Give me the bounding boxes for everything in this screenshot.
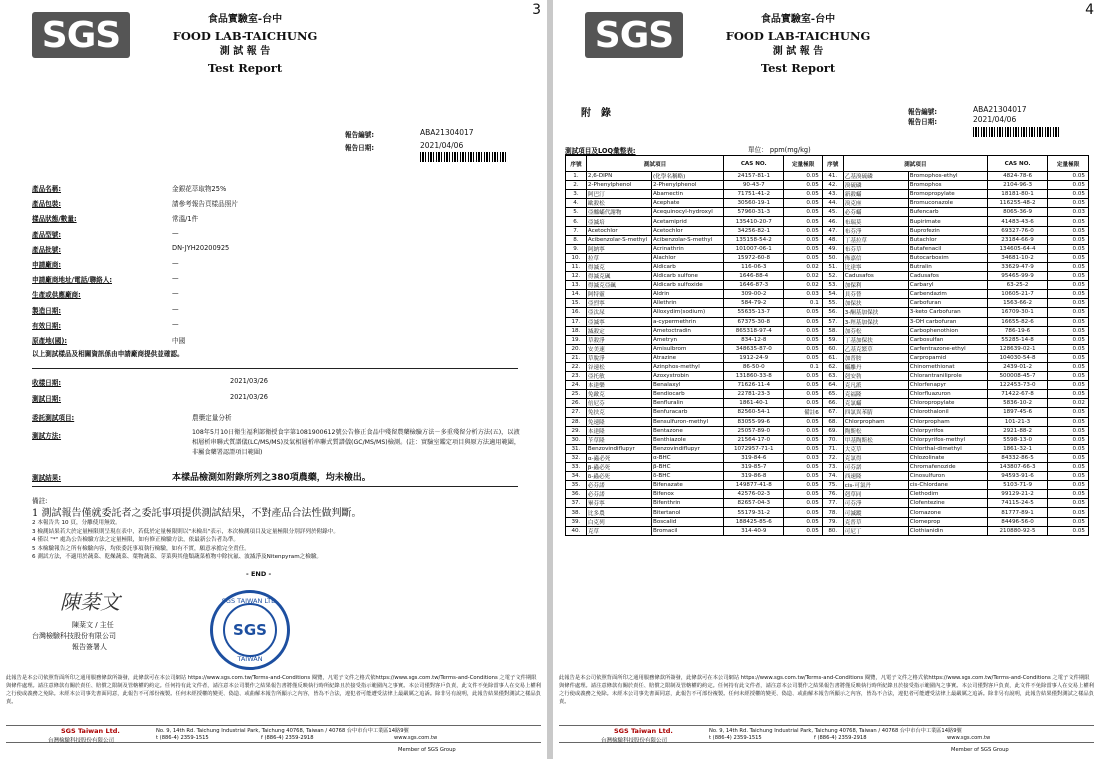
unit-label: 單位： ppm(mg/kg) bbox=[748, 146, 811, 154]
table-row: 34. δ-蟲必死 δ-BHC 319-86-8 0.05 74. 西速隆 Cinosulfuron 94593-91-6 0.05 bbox=[566, 472, 1089, 481]
signature: 陳棻文 bbox=[60, 590, 120, 614]
table-row: 25. 免敵克 Bendiocarb 22781-23-3 0.05 65. 克福隆 Chlorfluazuron 71422-67-8 0.05 bbox=[566, 390, 1089, 399]
sgs-logo: SGS bbox=[585, 12, 683, 58]
table-row: 22. 谷速松 Azinphos-methyl 86-50-0 0.1 62. 蟎離丹 Chinomethionat 2439-01-2 0.05 bbox=[566, 362, 1089, 371]
field-label: 產品包裝: bbox=[32, 200, 62, 209]
table-row: 10. 拉草 Alachlor 15972-60-8 0.05 50. 佈嘉信 Butocarboxim 34681-10-2 0.05 bbox=[566, 253, 1089, 262]
table-row: 26. 倍尼芬 Benfluralin 1861-40-1 0.05 66. 克氯蟎 Chloropropylate 5836-10-2 0.02 bbox=[566, 399, 1089, 408]
report-no-label: 報告編號: bbox=[908, 108, 938, 116]
confirm-note: 以上測試樣品及相關資訊係由申請廠商提供並確認。 bbox=[32, 350, 184, 358]
report-date: 2021/04/06 bbox=[973, 115, 1017, 124]
signer-role: 報告簽署人 bbox=[72, 643, 107, 651]
field-label: 樣品狀態/數量: bbox=[32, 215, 77, 224]
table-row: 38. 比多農 Bitertanol 55179-31-2 0.05 78. 可滅蹤 Clomazone 81777-89-1 0.05 bbox=[566, 508, 1089, 517]
footer-bar: SGS Taiwan Ltd. 台灣檢驗科技股份有限公司 No. 9, 14th Rd. Taichung Industrial Park, Taichung 40768, Taiwan / 40768 台中市台中工業區14路9號 t (886-4) 2359-1515 f (886-4) 2359-2918 www.sgs.com.tw bbox=[6, 725, 541, 743]
table-row: 33. β-蟲必死 β-BHC 319-85-7 0.05 73. 可芬諾 Chromafenozide 143807-66-3 0.05 bbox=[566, 463, 1089, 472]
remark-item: 6 測試方法，不適用於蔬菜、乾燥蔬菜、葉物蔬菜、芽菜與其他類蔬菜植物中除抗氟、波滅淨及Nitenpyram之檢驗。 bbox=[32, 554, 323, 561]
remark-item: 3 檢測結果若大於定量極限則呈現在表中，若低於定量極限則以"未檢出"表示，本次檢測項目及定量極限分別詳列於附錄中。 bbox=[32, 528, 339, 535]
remark-item: 4 僅以 "*" 處為公告檢驗方法之定量極限，如有修正檢驗方法，依最新公告者為準。 bbox=[32, 537, 240, 544]
table-row: 37. 畢芬寧 Bifenthrin 82657-04-3 0.05 77. 可芬淨 Clofentezine 74115-24-5 0.05 bbox=[566, 499, 1089, 508]
report-no: ABA21304017 bbox=[420, 128, 474, 137]
field-label: 生產或供應廠商: bbox=[32, 291, 81, 300]
table-row: 18. 滅殺定 Ametoctradin 865318-97-4 0.05 58. 加芬松 Carbophenothion 786-19-6 0.05 bbox=[566, 326, 1089, 335]
table-row: 5. 亞醯蟎代謝物 Acequinocyl-hydroxyl 57960-31-3 0.05 45. 必芬蟎 Bufencarb 8065-36-9 0.03 bbox=[566, 208, 1089, 217]
remark-1: 1 測試報告僅就委託者之委託事項提供測試結果，不對產品合法性做判斷。 bbox=[32, 508, 362, 519]
field-value: — bbox=[172, 228, 179, 237]
field-label: 原產地(國): bbox=[32, 337, 68, 345]
table-row: 17. 亞滅寧 a-cypermethrin 67375-30-8 0.05 57. 3-羥基加保扶 3-OH carbofuran 16655-82-6 0.05 bbox=[566, 317, 1089, 326]
field-value: 常溫/1件 bbox=[172, 215, 199, 224]
lab-header: 食品實驗室-台中 FOOD LAB-TAICHUNG 測 試 報 告 Test Report bbox=[725, 14, 871, 75]
divider bbox=[32, 486, 518, 487]
sgs-stamp: SGS TAIWAN LTD. SGS TAIWAN bbox=[210, 590, 290, 670]
table-row: 28. 免速隆 Bensulfuron-methyl 83055-99-6 0.05 68. Chlorpropham Chlorpropham 101-21-3 0.05 bbox=[566, 417, 1089, 426]
method-label: 測試方法: bbox=[32, 432, 62, 440]
field-value: — bbox=[172, 304, 179, 313]
field-value: — bbox=[172, 259, 179, 267]
field-label: 產品名稱: bbox=[32, 185, 62, 193]
test-item-label: 委託測試項目: bbox=[32, 414, 75, 422]
test-date: 2021/03/26 bbox=[230, 393, 269, 401]
table-row: 39. 白克列 Boscalid 188425-85-6 0.05 79. 克普草 Clomeprop 84496-56-0 0.05 bbox=[566, 517, 1089, 526]
field-value: 請參考報告頁樣品照片 bbox=[172, 200, 238, 209]
table-row: 21. 草脫淨 Atrazine 1912-24-9 0.05 61. 加普胺 Carpropamid 104030-54-8 0.05 bbox=[566, 353, 1089, 362]
field-value: — bbox=[172, 289, 179, 298]
table-row: 16. 亞汰尿 Alloxydim(sodium) 55635-13-7 0.05 56. 3-酮基加保扶 3-keto Carbofuran 16709-30-1 0.05 bbox=[566, 308, 1089, 317]
table-row: 1. 2,6-DIPN (化學名稱略) 24157-81-1 0.05 41. 乙基溴硫磷 Bromophos-ethyl 4824-78-6 0.05 bbox=[566, 172, 1089, 181]
signer-name: 陳棻文 / 主任 bbox=[72, 621, 114, 629]
pesticide-table bbox=[565, 155, 1089, 536]
table-row: 14. 阿特靈 Aldrin 309-00-2 0.03 54. 貝芬替 Carbendazim 10605-21-7 0.05 bbox=[566, 290, 1089, 299]
member-note: Member of SGS Group bbox=[951, 747, 1009, 753]
table-row: 31. Benzovindiflupyr Benzovindiflupyr 1072957-71-1 0.05 71. 大克草 Chlorthal-dimethyl 1861-32-1 0.05 bbox=[566, 444, 1089, 453]
signer-org: 台灣檢驗科技股份有限公司 bbox=[32, 632, 116, 640]
table-row: 6. 亞滅培 Acetamiprid 135410-20-7 0.05 46. 布瑞莫 Bupirimate 41483-43-6 0.05 bbox=[566, 217, 1089, 226]
barcode bbox=[973, 127, 1061, 137]
test-result: 本樣品檢測如附錄所列之380項農藥，均未檢出。 bbox=[172, 473, 371, 483]
table-row: 23. 亞托敏 Azoxystrobin 131860-33-8 0.05 63. 剋安勃 Chlorantraniliprole 500008-45-7 0.05 bbox=[566, 372, 1089, 381]
table-row: 30. 苄草隆 Benthiazole 21564-17-0 0.05 70. 甲基陶斯松 Chlorpyrifos-methyl 5598-13-0 0.05 bbox=[566, 435, 1089, 444]
sgs-logo: SGS bbox=[32, 12, 130, 58]
field-label: 申請廠商地址/電話/聯絡人: bbox=[32, 276, 112, 285]
field-value: — bbox=[172, 319, 179, 328]
field-label: 產品型號: bbox=[32, 230, 62, 239]
member-note: Member of SGS Group bbox=[398, 747, 456, 753]
end-mark: - END - bbox=[246, 570, 272, 578]
test-item: 農藥定量分析 bbox=[192, 414, 232, 422]
field-value: DN-JYH20200925 bbox=[172, 243, 230, 252]
report-page-4 bbox=[553, 0, 1100, 759]
field-label: 產品批號: bbox=[32, 245, 62, 254]
field-value: 中國 bbox=[172, 337, 186, 345]
table-row: 2. 2-Phenylphenol 2-Phenylphenol 90-43-7 0.05 42. 溴硫磷 Bromophos 2104-96-3 0.05 bbox=[566, 181, 1089, 190]
table-row: 20. 安美速 Amisulbrom 348635-87-0 0.05 60. 乙基克繁草 Carfentrazone-ethyl 128639-02-1 0.05 bbox=[566, 344, 1089, 353]
field-label: 有效日期: bbox=[32, 321, 62, 330]
table-row: 27. 免扶克 Benfuracarb 82560-54-1 備註6 67. 四氯異苯腈 Chlorothalonil 1897-45-6 0.05 bbox=[566, 408, 1089, 417]
field-value: 金銀花萃取物25% bbox=[172, 185, 227, 193]
field-label: 製造日期: bbox=[32, 306, 62, 315]
result-label: 測試結果: bbox=[32, 474, 62, 482]
loq-title: 測試項目及LOQ彙整表: bbox=[565, 147, 636, 155]
table-row: 8. Acibenzolar-S-methyl Acibenzolar-S-methyl 135158-54-2 0.05 48. 丁基拉草 Butachlor 23184-66-9 0.05 bbox=[566, 235, 1089, 244]
remarks-title: 備註: bbox=[32, 497, 48, 505]
table-row: 24. 本達樂 Benalaxyl 71626-11-4 0.05 64. 克凡派 Chlorfenapyr 122453-73-0 0.05 bbox=[566, 381, 1089, 390]
table-row: 11. 得滅克 Aldicarb 116-06-3 0.02 51. 比達寧 Butralin 33629-47-9 0.05 bbox=[566, 262, 1089, 271]
appendix-title: 附 錄 bbox=[581, 108, 611, 119]
report-date-label: 報告日期: bbox=[345, 144, 375, 152]
report-date: 2021/04/06 bbox=[420, 141, 464, 150]
receive-date-label: 收樣日期: bbox=[32, 379, 62, 387]
table-row: 19. 草殺淨 Ametryn 834-12-8 0.05 59. 丁基加保扶 Carbosulfan 55285-14-8 0.05 bbox=[566, 335, 1089, 344]
table-row: 35. 必芬諾 Bifenazate 149877-41-8 0.05 75. cis-可氯丹 cis-Chlordane 5103-71-9 0.05 bbox=[566, 481, 1089, 490]
report-date-label: 報告日期: bbox=[908, 118, 938, 126]
table-row: 9. 阿納寧 Acrinathrin 101007-06-1 0.05 49. 布芬草 Butafenacil 134605-64-4 0.05 bbox=[566, 244, 1089, 253]
table-row: 13. 得滅克亞碸 Aldicarb sulfoxide 1646-87-3 0.02 53. 加保利 Carbaryl 63-25-2 0.05 bbox=[566, 281, 1089, 290]
terms-footer: 此報告是本公司依照背面所印之通用服務條款所簽發，此條款可在本公司網站 https://www.sgs.com.tw/Terms-and-Conditions 閱覽，凡電子文件之格式依https://www.sgs.com.tw/Terms-and-Conditions 之電子文件期限與條件處理。請注意條款有關於責任、賠償之限制及管轄權的約定。任何持有此文件者，請注意本公司製作之結果報告書將僅反映執行時所紀錄且於接受指示範圍內之事實。本公司僅對客戶負責，此文件不免除當事人在交易上權利之行使或義務之免除。未經本公司事先書面同意，此報告不可部份複製。任何未經授權的變更、偽造、或曲解本報告所顯示之內容，皆為不合法，違犯者可能遭受法律上最嚴厲之追訴。除非另有說明，此報告結果僅對測試之樣品負責。 bbox=[559, 675, 1094, 705]
method-text: 108年5月10日衛生福利部衛授食字第1081900612號公告修正食品中殘留農藥檢驗方法－多重殘留分析方法(五)，以液相層析串聯式質譜儀(LC/MS/MS)及氣相層析串聯式質譜儀(GC/MS/MS)檢測。(註：實驗室鑑定項目與原方法適用範圍，非屬食藥署認證項目範圍) bbox=[192, 429, 521, 456]
table-row: 40. 克草 Bromacil 314-40-9 0.05 80. 可尼丁 Clothianidin 210880-92-5 0.05 bbox=[566, 526, 1089, 535]
footer-bar: SGS Taiwan Ltd. 台灣檢驗科技股份有限公司 No. 9, 14th Rd. Taichung Industrial Park, Taichung 40768, Taiwan / 40768 台中市台中工業區14路9號 t (886-4) 2359-1515 f (886-4) 2359-2918 www.sgs.com.tw bbox=[559, 725, 1094, 743]
report-page-3 bbox=[0, 0, 547, 759]
remark-item: 2 本報告共 10 頁，分離使用無效。 bbox=[32, 520, 121, 526]
field-label: 申請廠商: bbox=[32, 261, 62, 269]
report-no: ABA21304017 bbox=[973, 105, 1027, 114]
divider bbox=[32, 368, 518, 369]
report-no-label: 報告編號: bbox=[345, 131, 375, 139]
receive-date: 2021/03/26 bbox=[230, 377, 269, 385]
lab-header: 食品實驗室-台中 FOOD LAB-TAICHUNG 測 試 報 告 Test Report bbox=[172, 14, 318, 75]
table-row: 29. 本達隆 Bentazone 25057-89-0 0.05 69. 陶斯松 Chlorpyrifos 2921-88-2 0.05 bbox=[566, 426, 1089, 435]
test-date-label: 測試日期: bbox=[32, 395, 62, 403]
table-row: 3. 阿巴汀 Abamectin 71751-41-2 0.05 43. 新殺蟎 Bromopropylate 18181-80-1 0.05 bbox=[566, 190, 1089, 199]
table-row: 36. 必芬諾 Bifenox 42576-02-3 0.05 76. 剋草同 Clethodim 99129-21-2 0.05 bbox=[566, 490, 1089, 499]
field-value: — bbox=[172, 274, 179, 283]
remark-item: 5 本檢驗報告之所有檢驗內容，均依委託事項執行檢驗，如有不實，願意承擔完全責任。 bbox=[32, 545, 250, 552]
barcode bbox=[420, 152, 508, 162]
table-row: 4. 歐殺松 Acephate 30560-19-1 0.05 44. 溴克座 Bromuconazole 116255-48-2 0.05 bbox=[566, 199, 1089, 208]
terms-footer: 此報告是本公司依照背面所印之通用服務條款所簽發，此條款可在本公司網站 https://www.sgs.com.tw/Terms-and-Conditions 閱覽，凡電子文件之格式依https://www.sgs.com.tw/Terms-and-Conditions 之電子文件期限與條件處理。請注意條款有關於責任、賠償之限制及管轄權的約定。任何持有此文件者，請注意本公司製作之結果報告書將僅反映執行時所紀錄且於接受指示範圍內之事實。本公司僅對客戶負責，此文件不免除當事人在交易上權利之行使或義務之免除。未經本公司事先書面同意，此報告不可部份複製。任何未經授權的變更、偽造、或曲解本報告所顯示之內容，皆為不合法，違犯者可能遭受法律上最嚴厲之追訴。除非另有說明，此報告結果僅對測試之樣品負責。 bbox=[6, 675, 541, 705]
table-row: 32. α-蟲必死 α-BHC 319-84-6 0.03 72. 克氯得 Chlozolinate 84332-86-5 0.05 bbox=[566, 453, 1089, 462]
table-header: 序號 測試項目 CAS NO. 定量極限 序號 測試項目 CAS NO. 定量極限 bbox=[566, 156, 1089, 172]
table-row: 15. 亞烈寧 Allethrin 584-79-2 0.1 55. 加保扶 Carbofuran 1563-66-2 0.05 bbox=[566, 299, 1089, 308]
page-number: 4 bbox=[1085, 2, 1094, 18]
page-number: 3 bbox=[532, 2, 541, 18]
table-row: 12. 得滅克碸 Aldicarb sulfone 1646-88-4 0.02 52. Cadusafos Cadusafos 95465-99-9 0.05 bbox=[566, 272, 1089, 281]
table-row: 7. Acetochlor Acetochlor 34256-82-1 0.05 47. 布芬淨 Buprofezin 69327-76-0 0.05 bbox=[566, 226, 1089, 235]
